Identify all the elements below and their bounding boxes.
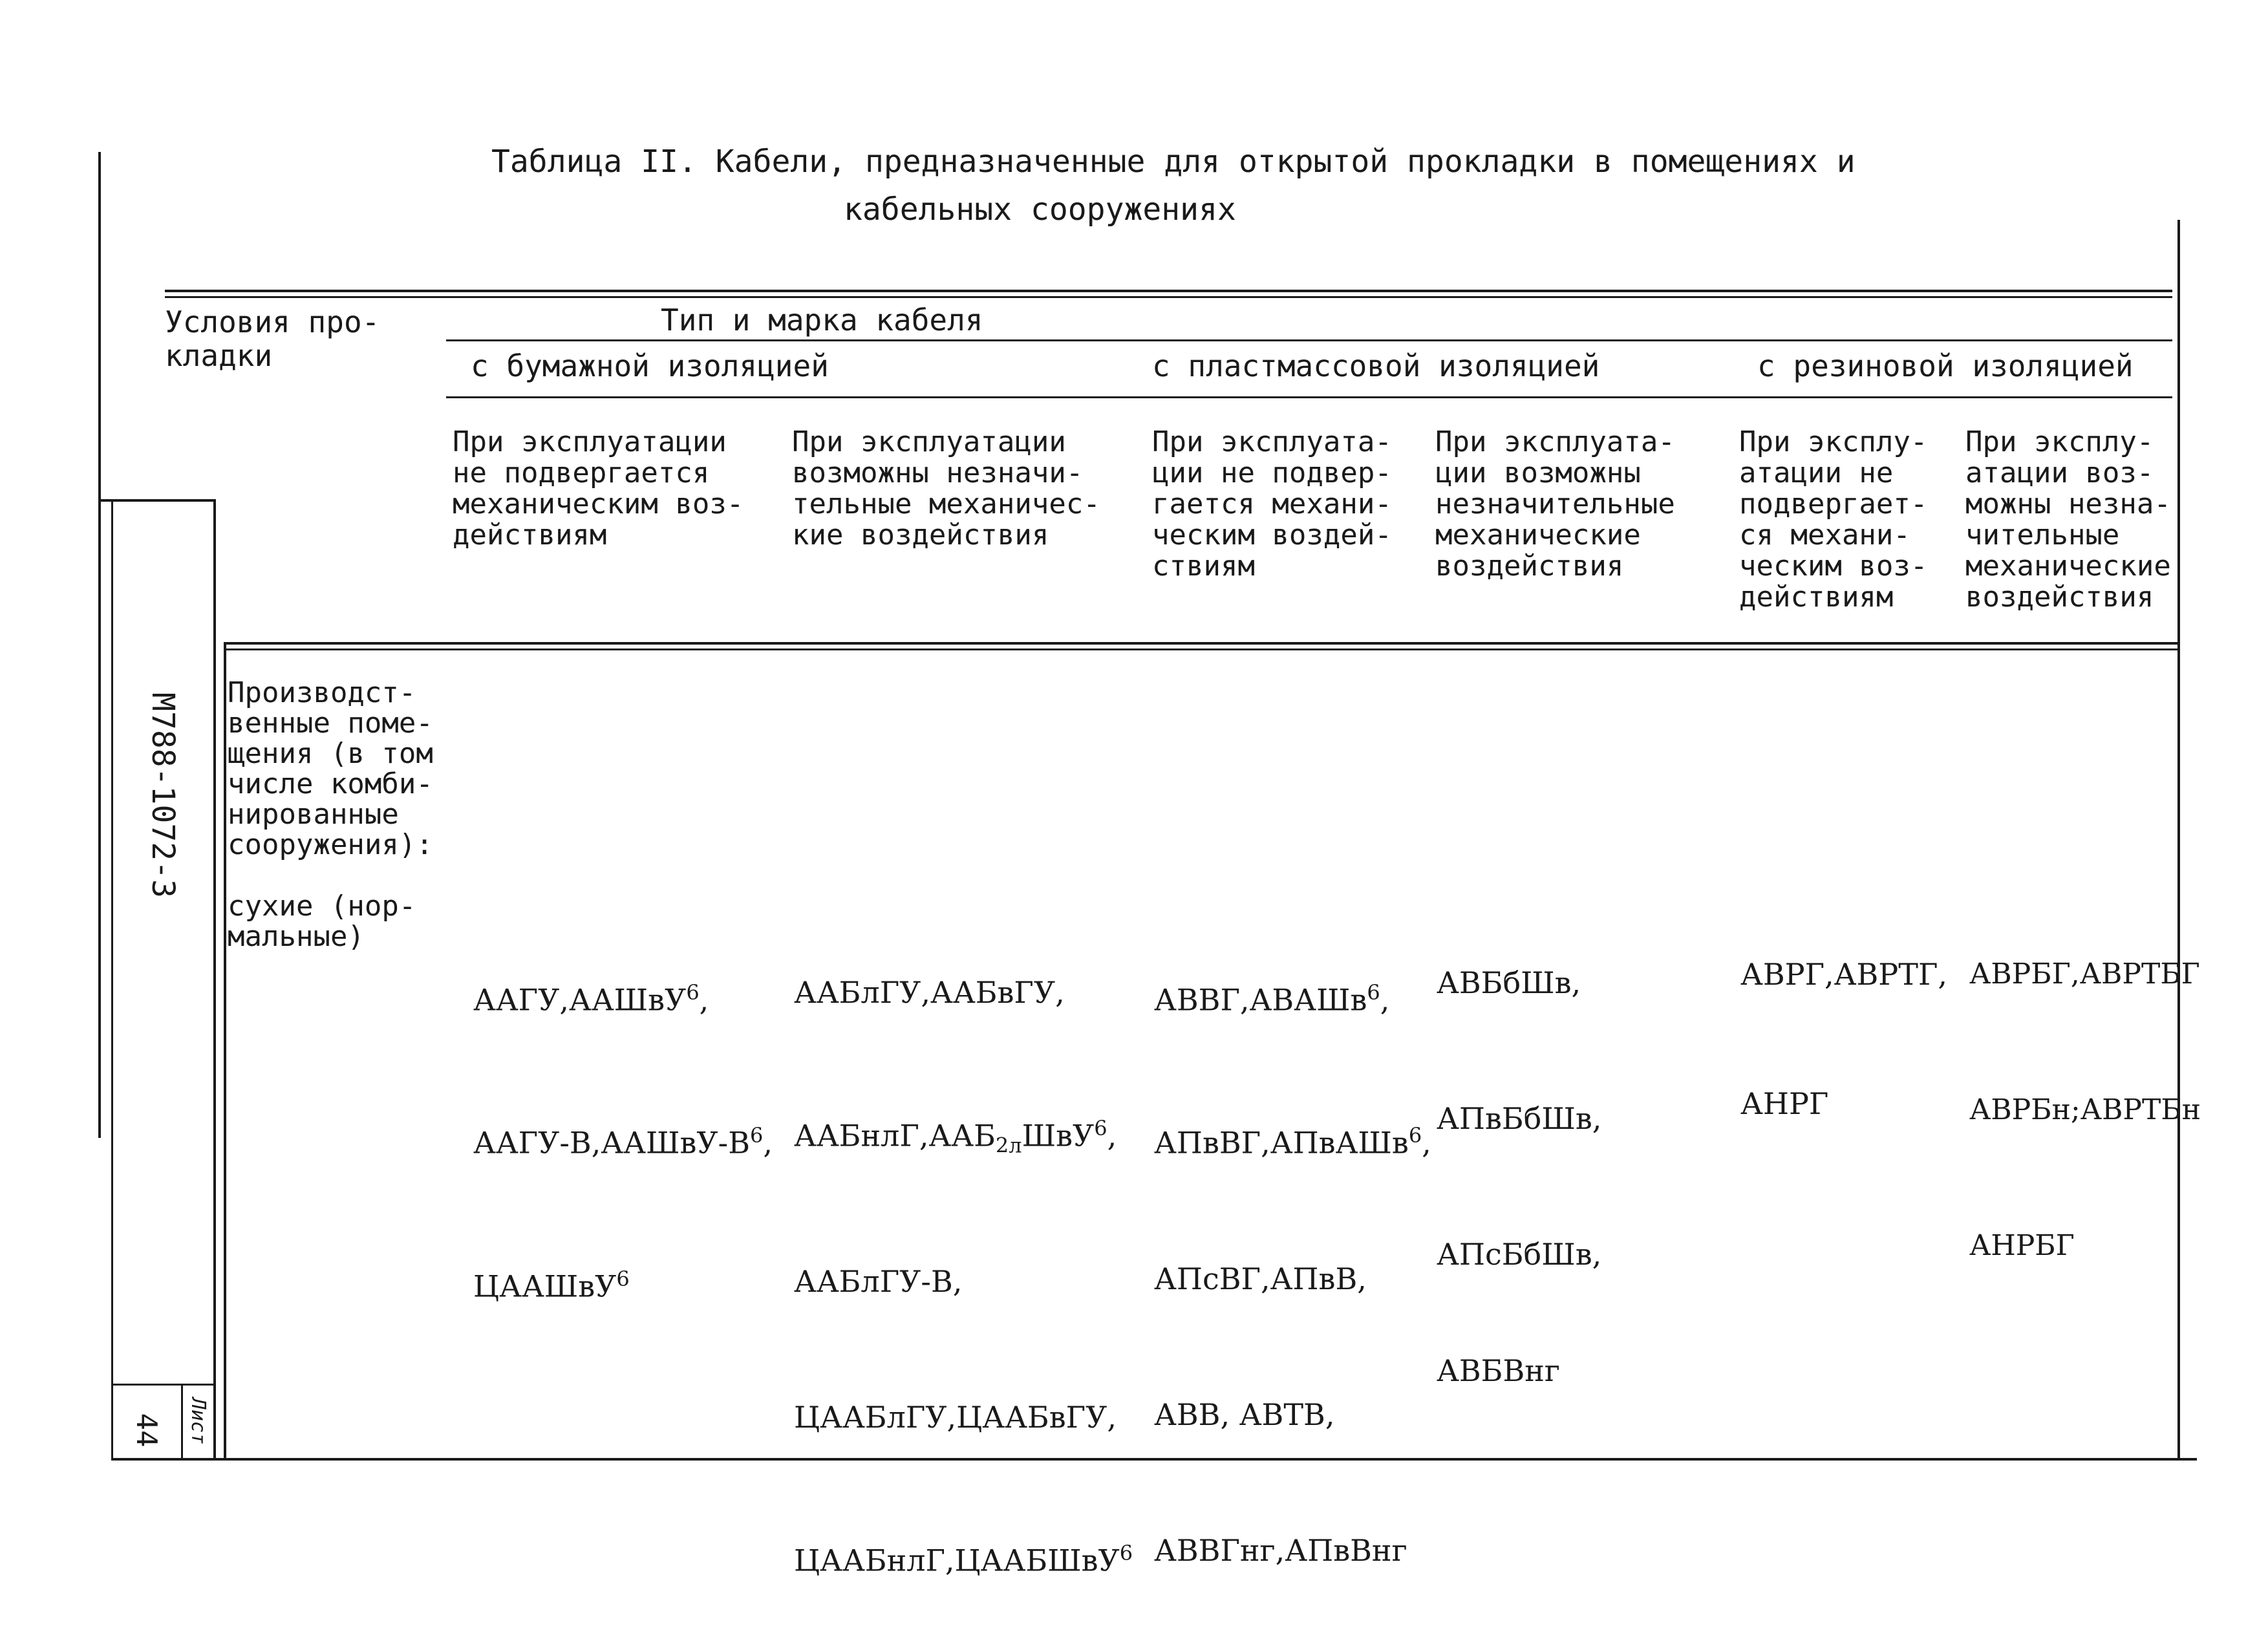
stamp-sheet-line [111, 1384, 215, 1386]
cell-paper-no-impact [473, 879, 773, 1354]
group-row-line [446, 396, 2172, 398]
cable-mark-line: ЦААШвУ$^6$ [473, 1266, 630, 1303]
section-label-industrial-premises: Производст- венные поме- щения (в том числе комби- нированные сооружения): [228, 676, 433, 861]
group-paper-insulation: с бумажной изоляцией [471, 348, 829, 383]
group-rubber-insulation: с резиновой изоляцией [1757, 348, 2134, 383]
document-code: М788-1072-3 [145, 692, 181, 898]
sheet-number: 44 [130, 1413, 163, 1448]
cable-mark-line: АВВГнг,АПвВнг [1154, 1532, 1407, 1568]
cable-mark-line: АВБВнг [1437, 1353, 1561, 1388]
subheader-plastic-impact: При эксплуата- ции возможны незначительные механические воздействия [1435, 425, 1675, 583]
table-title-line2: кабельных сооружениях [844, 191, 1236, 228]
cell-rubber-no-impact [1740, 861, 1947, 1172]
cell-rubber-impact [1969, 861, 2201, 1314]
header-conditions: Условия про- кладки [165, 305, 380, 373]
cable-mark-line: АВРБн;АВРТБн [1969, 1093, 2201, 1126]
stamp-sheet-divider [181, 1384, 183, 1459]
cable-mark-line: ААБлГУ,ААБвГУ, [794, 975, 1065, 1010]
subheader-paper-impact: При эксплуатации возможны незначи- тельные механичес- кие воздействия [792, 425, 1100, 552]
stamp-right-line [213, 499, 216, 1459]
cable-mark-line: $ААБнлГ,ААБ_{2л}ШвУ^6$, [794, 1116, 1117, 1158]
cable-mark-line: АВБбШв, [1437, 965, 1581, 1000]
stamp-inner-line [111, 499, 113, 1459]
sheet-label: Лист [187, 1397, 209, 1445]
cable-mark-line: АВРБГ,АВРТБГ [1969, 958, 2200, 991]
cable-mark-line: АПсБбШв, [1437, 1237, 1602, 1272]
header-type-mark: Тип и марка кабеля [661, 303, 983, 337]
cable-mark-line: АПвВГ,АПвАШв$^6$, [1154, 1123, 1431, 1161]
cable-mark-line: АНРГ [1740, 1086, 1829, 1121]
cable-mark-line: ЦААБнлГ,ЦААБШвУ$^6$ [794, 1540, 1133, 1578]
body-left-line [224, 642, 226, 1460]
header-bottom-rule [225, 642, 2177, 645]
table-top-rule [165, 290, 2172, 292]
cable-mark-line: ЦААБлГУ,ЦААБвГУ, [794, 1399, 1117, 1435]
left-margin-line [98, 152, 101, 1138]
cable-mark-line: АВРГ,АВРТГ, [1740, 957, 1948, 992]
cell-plastic-no-impact [1154, 879, 1431, 1618]
row-label-dry-normal: сухие (нор- мальные) [228, 890, 416, 953]
stamp-top-line [98, 499, 215, 502]
cable-mark-line: АНРБГ [1969, 1229, 2075, 1262]
subheader-plastic-no-impact: При эксплуата- ции не подвер- гается механи- ческим воздей- ствиям [1152, 425, 1392, 583]
cable-mark-line: АПсВГ,АПвВ, [1154, 1261, 1367, 1296]
header-bottom-rule-2 [225, 648, 2177, 650]
type-mark-underline [446, 339, 2172, 341]
subheader-rubber-impact: При эксплу- атации воз- можны незна- чительные механические воздействия [1965, 425, 2171, 614]
table-top-rule-2 [165, 296, 2172, 298]
cable-mark-line: ААГУ-$В,ААШвУ-В^6$, [473, 1123, 773, 1161]
cable-mark-line: АПвБбШв, [1437, 1101, 1602, 1136]
cell-paper-impact [794, 879, 1133, 1628]
cable-mark-line: АВВГ,АВАШв$^6$, [1154, 980, 1390, 1018]
group-plastic-insulation: с пластмассовой изоляцией [1152, 348, 1600, 383]
subheader-paper-no-impact: При эксплуатации не подвергается механическим воз- действиям [453, 425, 744, 552]
cable-mark-line: АВВ, АВТВ, [1154, 1397, 1335, 1432]
subheader-rubber-no-impact: При эксплу- атации не подвергает- ся механи- ческим воз- действиям [1739, 425, 1928, 614]
cable-mark-line: ААГУ,ААШвУ$^6$, [473, 980, 709, 1018]
cable-mark-line: ААБлГУ-В, [794, 1263, 963, 1299]
cell-plastic-impact [1437, 870, 1601, 1439]
table-title-line1: Таблица II. Кабели, предназначенные для открытой прокладки в помещениях и [491, 144, 1856, 180]
